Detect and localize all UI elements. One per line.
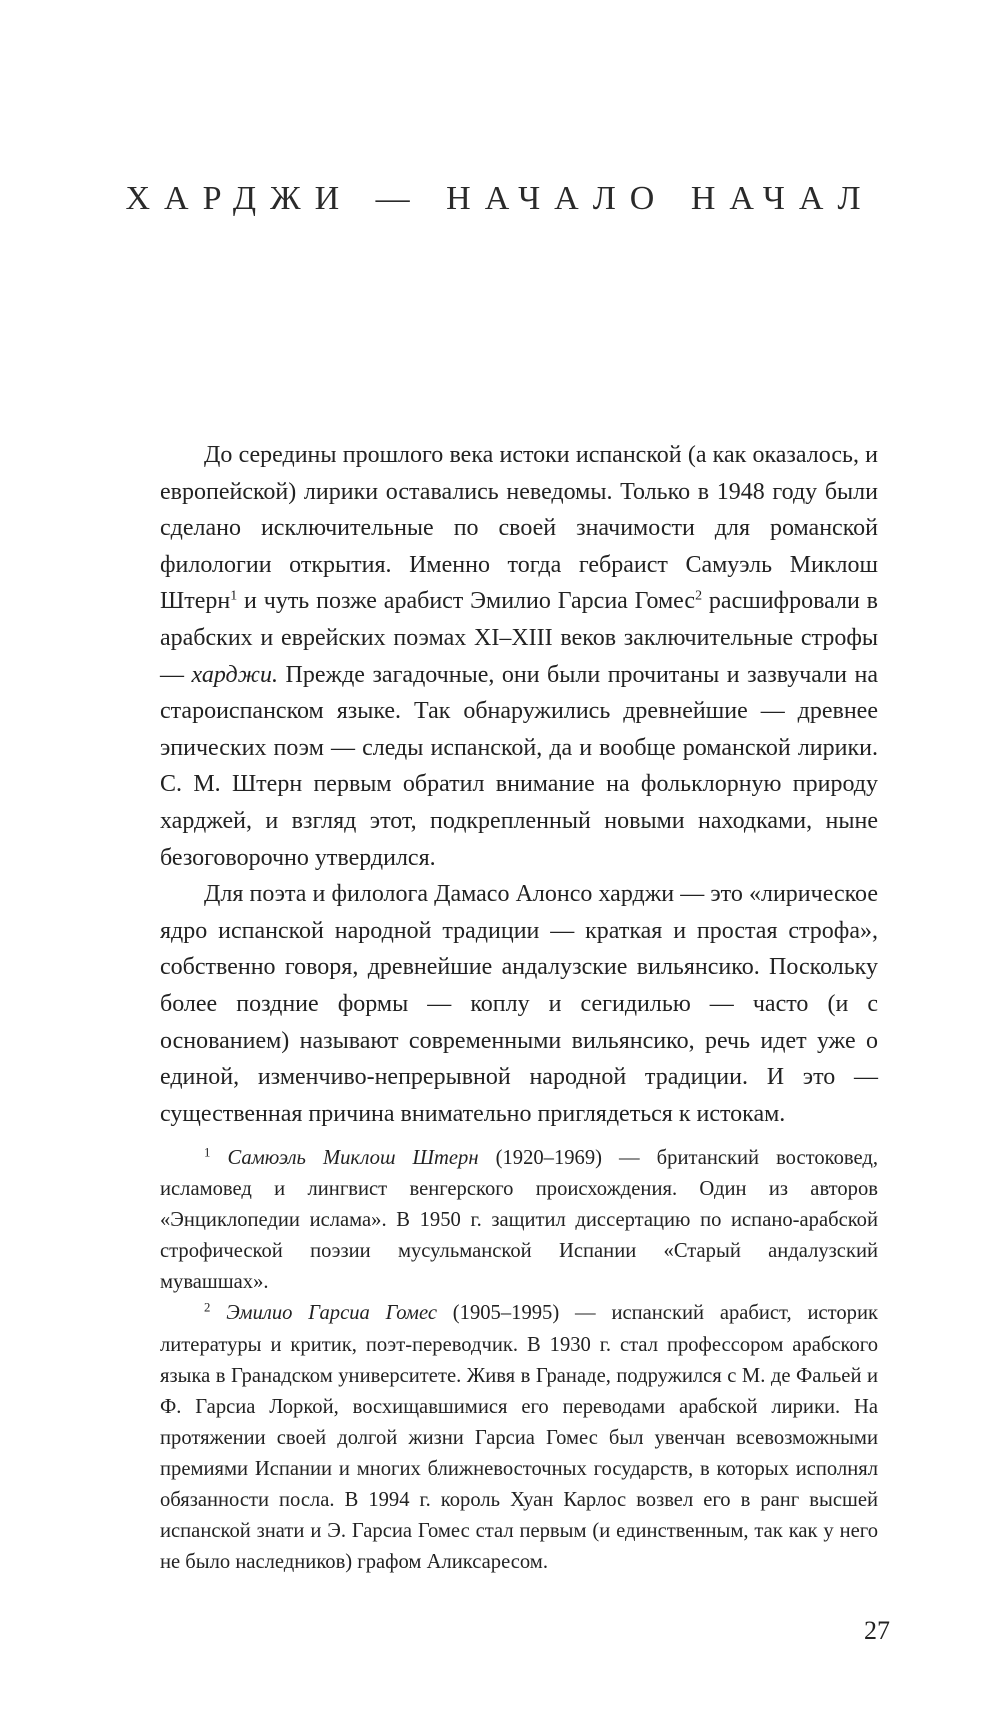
footnote-1-text: (1920–1969) — британский востоковед, исламовед и лингвист венгерского происхождения. Один из авторов «Энциклопедии ислама». В 1950 г. защитил диссертацию по испано-арабской строфической поэзии мусульманской Испании «Старый андалузский мувашшах». [160,1147,879,1294]
footnote-2-number: 2 [204,1300,211,1315]
chapter-title: ХАРДЖИ — НАЧАЛО НАЧАЛ [125,180,875,217]
footnote-2-text: (1905–1995) — испанский арабист, историк литературы и критик, поэт-переводчик. В 1930 г. стал профессором арабского языка в Гранадском университете. Живя в Гранаде, подружился с М. де Фальей и Ф. Гарсиа Лоркой, восхищавшимися его переводами арабской лирики. На протяжении своей долгой жизни Гарсиа Гомес был увенчан всевозможными премиями Испании и многих ближневосточных государств, в которых исполнял обязанности посла. В 1994 г. король Хуан Карлос возвел его в ранг высшей испанской знати и Э. Гарсиа Гомес стал первым (и единственным, так как у него не было наследников) графом Аликсаресом. [160,1302,878,1574]
footnote-2 [160,1298,878,1578]
footnote-ref-2[interactable]: 2 [695,588,703,604]
footnote-ref-1[interactable]: 1 [230,588,238,604]
main-text [160,437,878,1132]
footnote-2-name: Эмилио Гарсиа Гомес [226,1302,437,1325]
footnote-1 [160,1143,878,1298]
footnote-1-number: 1 [204,1145,211,1160]
paragraph-1-part-a: До середины прошлого века истоки испанской (а как оказалось, и европейской) лирики оставались неведомы. Только в 1948 году были сделано исключительные по своей значимости для романской филологии открытия. Именно тогда гебраист Самуэль Миклош Штерн [160,442,878,615]
page-number: 27 [864,1616,890,1645]
paragraph-2: Для поэта и филолога Дамасо Алонсо харджи — это «лирическое ядро испанской народной традиции — краткая и простая строфа», собственно говоря, древнейшие андалузские вильянсико. Поскольку более поздние формы — коплу и сегидилью — часто (и с основанием) называют современными вильянсико, речь идет уже о единой, изменчиво-непрерывной народной традиции. И это — существенная причина внимательно приглядеться к истокам. [160,881,878,1127]
paragraph-1-part-d: Прежде загадочные, они были прочитаны и зазвучали на староиспанском языке. Так обнаружились древнейшие — древнее эпических поэм — следы испанской, да и вообще романской лирики. С. М. Штерн первым обратил внимание на фольклорную природу харджей, и взгляд этот, подкрепленный новыми находками, ныне безоговорочно утвердился. [160,661,878,871]
paragraph-1 [160,437,878,876]
paragraph-1-emphasis: харджи. [191,661,278,688]
footnotes [160,1143,878,1578]
footnote-1-name: Самюэль Миклош Штерн [227,1147,479,1169]
paragraph-1-part-c: расшифровали в арабских и еврейских поэмах XI–XIII веков заключительные строфы — [160,588,879,688]
paragraph-1-part-b: и чуть позже арабист Эмилио Гарсиа Гомес [237,588,696,615]
